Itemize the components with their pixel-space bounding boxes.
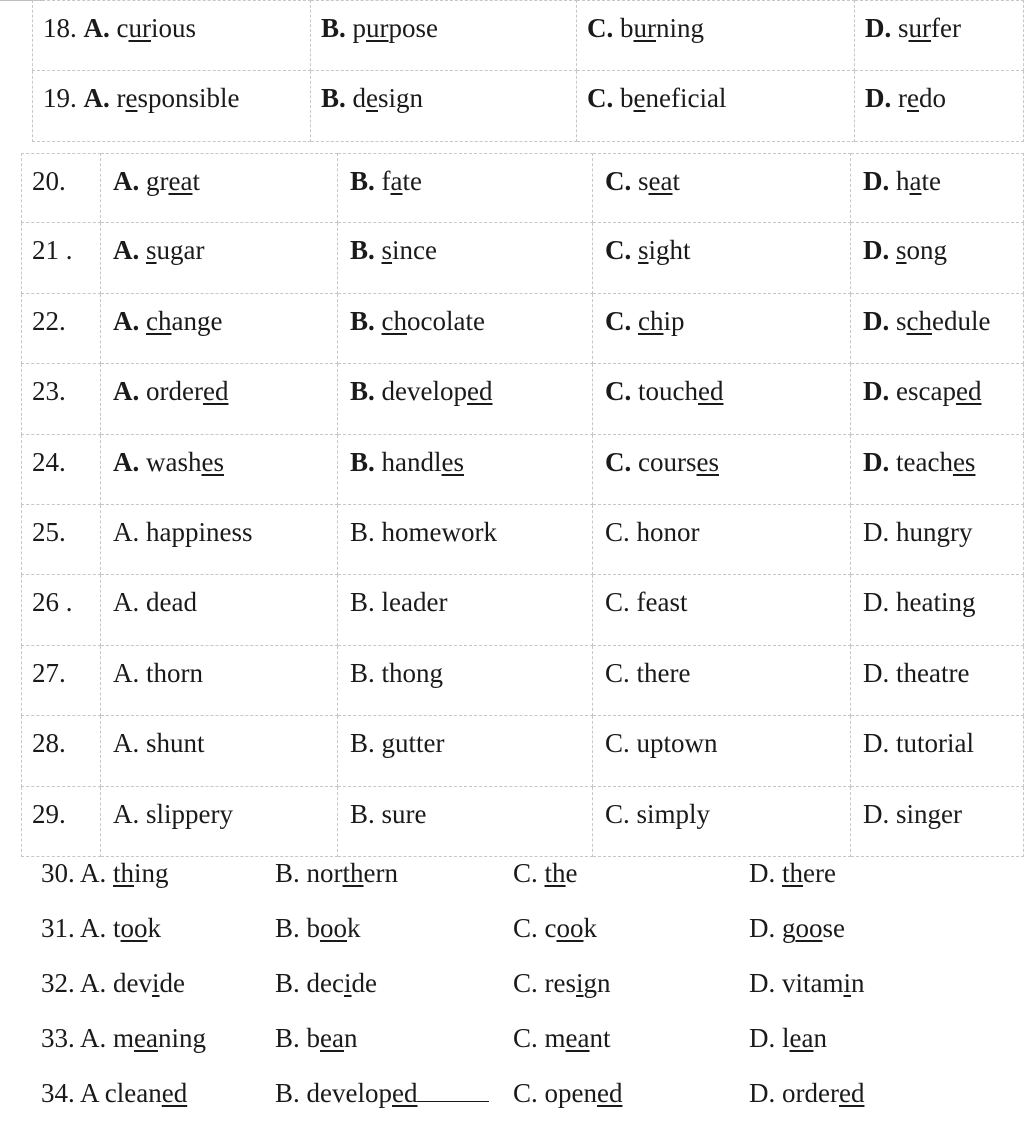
answer-cell [851, 153, 1024, 223]
option-label: D. [863, 798, 890, 829]
answer-cell [338, 787, 593, 857]
list-option [275, 1078, 489, 1109]
answer-cell [851, 787, 1024, 857]
option-label: C. [587, 83, 614, 113]
option-label: A. [113, 516, 140, 547]
option-label: D. [749, 913, 776, 943]
answer-cell [593, 716, 851, 786]
list-item [41, 913, 1024, 968]
option-label: B. [321, 83, 346, 113]
answer-cell [593, 153, 851, 223]
option-word: slippery [146, 798, 233, 829]
option-word: there [782, 858, 836, 888]
option-label: C. [605, 798, 630, 829]
option-word: schedule [896, 305, 991, 336]
question-table-20-29 [21, 153, 1024, 857]
option-label: C. [513, 1078, 538, 1108]
answer-cell [593, 435, 851, 505]
option-label: A. [113, 798, 140, 829]
list-option [41, 1023, 206, 1054]
answer-cell [593, 505, 851, 575]
option-label: A. [113, 235, 140, 266]
answer-cell [851, 223, 1024, 293]
option-word: surfer [898, 13, 961, 43]
question-number: 26 . [21, 575, 101, 645]
option-word: meant [544, 1023, 611, 1053]
answer-cell [338, 575, 593, 645]
option-word: hate [896, 166, 941, 196]
option-label: D. [749, 968, 776, 998]
answer-cell [32, 0, 311, 71]
answer-cell [101, 575, 338, 645]
answer-cell [593, 787, 851, 857]
option-label: A. [113, 728, 140, 759]
answer-cell [101, 223, 338, 293]
option-word: dead [146, 587, 197, 618]
option-label: B. [350, 516, 375, 547]
option-label: B. [350, 446, 375, 477]
option-label: A. [80, 913, 107, 943]
option-word: cleaned [104, 1078, 188, 1108]
list-option [41, 858, 169, 889]
option-label: D. [863, 728, 890, 759]
option-label: A. [113, 376, 140, 407]
option-word: change [146, 305, 223, 336]
option-label: D. [863, 587, 890, 618]
option-word: leader [381, 587, 448, 618]
answer-cell [577, 71, 855, 142]
answer-cell [338, 505, 593, 575]
list-option [749, 1023, 827, 1054]
option-label: C. [605, 166, 632, 196]
list-option [275, 913, 361, 944]
option-word: gutter [381, 728, 445, 759]
option-label: A. [113, 446, 140, 477]
answer-cell [593, 646, 851, 716]
option-label: D. [863, 305, 890, 336]
option-word: resign [544, 968, 611, 998]
option-word: sight [638, 235, 691, 266]
option-label: D. [865, 83, 892, 113]
answer-cell [851, 646, 1024, 716]
list-option [513, 968, 611, 999]
question-list-30-34 [41, 858, 1024, 1133]
option-label: B. [350, 235, 375, 266]
option-word: redo [898, 83, 946, 113]
question-table-18-19 [32, 0, 1024, 142]
option-word: singer [896, 798, 962, 829]
option-label: D. [749, 1078, 776, 1108]
option-label: C. [513, 858, 538, 888]
answer-cell [101, 716, 338, 786]
option-word: vitamin [782, 968, 865, 998]
option-label: B. [275, 858, 300, 888]
option-word: design [352, 83, 424, 113]
option-word: bean [306, 1023, 358, 1053]
answer-cell [577, 0, 855, 71]
option-word: courses [638, 446, 719, 477]
question-number: 18. [43, 13, 77, 43]
answer-cell [851, 575, 1024, 645]
option-label: C. [587, 13, 614, 43]
option-word: ordered [782, 1078, 865, 1108]
option-word: washes [146, 446, 224, 477]
option-word: thing [113, 858, 169, 888]
option-word: responsible [116, 83, 240, 113]
option-word: touched [638, 376, 724, 407]
question-number: 19. [43, 83, 77, 113]
option-label: A. [80, 858, 107, 888]
option-word: there [636, 657, 691, 688]
question-number: 25. [21, 505, 101, 575]
option-word: burning [620, 13, 705, 43]
option-word: homework [381, 516, 497, 547]
option-word: goose [782, 913, 845, 943]
option-word: decide [306, 968, 377, 998]
option-word: simply [636, 798, 711, 829]
list-item [41, 1023, 1024, 1078]
list-option [275, 1023, 357, 1054]
list-option [749, 913, 845, 944]
option-word: meaning [113, 1023, 207, 1053]
question-number: 29. [21, 787, 101, 857]
answer-blank[interactable] [417, 1079, 489, 1102]
option-word: the [544, 858, 578, 888]
option-label: A. [113, 657, 140, 688]
option-word: thorn [146, 657, 203, 688]
option-label: B. [350, 376, 375, 407]
option-word: feast [636, 587, 688, 618]
option-label: B. [350, 657, 375, 688]
answer-cell [101, 153, 338, 223]
option-label: C. [605, 587, 630, 618]
option-label: A. [80, 1023, 107, 1053]
option-label: C. [513, 1023, 538, 1053]
list-option [749, 858, 836, 889]
option-word: opened [544, 1078, 623, 1108]
option-label: B. [321, 13, 346, 43]
option-label: D. [863, 657, 890, 688]
option-label: D. [863, 235, 890, 266]
option-word: devide [113, 968, 185, 998]
answer-cell [593, 364, 851, 434]
list-option [513, 1078, 622, 1109]
answer-cell [338, 646, 593, 716]
answer-cell [101, 435, 338, 505]
option-label: A. [113, 305, 140, 336]
question-number: 22. [21, 294, 101, 364]
list-option [749, 968, 865, 999]
option-label: C. [605, 657, 630, 688]
option-label: D. [749, 1023, 776, 1053]
list-option [749, 1078, 864, 1109]
option-label: B. [275, 1078, 300, 1108]
option-word: beneficial [620, 83, 727, 113]
list-option [513, 913, 597, 944]
option-label: C. [513, 913, 538, 943]
answer-cell [855, 0, 1024, 71]
option-word: seat [638, 166, 680, 196]
option-label: D. [865, 13, 892, 43]
answer-cell [338, 435, 593, 505]
option-word: honor [636, 516, 700, 547]
question-number: 27. [21, 646, 101, 716]
option-word: purpose [352, 13, 439, 43]
list-item [41, 968, 1024, 1023]
answer-cell [101, 787, 338, 857]
option-label: C. [605, 516, 630, 547]
option-word: since [381, 235, 438, 266]
list-option [513, 1023, 611, 1054]
option-word: sure [381, 798, 427, 829]
option-word: northern [306, 858, 399, 888]
option-label: D. [863, 376, 890, 407]
answer-cell [593, 294, 851, 364]
option-word: developed [381, 376, 493, 407]
question-number: 30. [41, 858, 75, 888]
answer-cell [32, 71, 311, 142]
option-word: hungry [896, 516, 973, 547]
question-number: 33. [41, 1023, 75, 1053]
option-label: D. [863, 446, 890, 477]
answer-cell [338, 364, 593, 434]
answer-cell [851, 435, 1024, 505]
option-word: book [306, 913, 361, 943]
list-option [41, 968, 185, 999]
option-word: tutorial [896, 728, 974, 759]
option-word: chocolate [381, 305, 485, 336]
answer-cell [593, 223, 851, 293]
option-label: C. [513, 968, 538, 998]
answer-cell [101, 364, 338, 434]
option-label: C. [605, 376, 632, 407]
option-label: B. [350, 728, 375, 759]
answer-cell [338, 223, 593, 293]
option-word: took [113, 913, 162, 943]
option-word: song [896, 235, 948, 266]
option-label: B. [275, 1023, 300, 1053]
answer-cell [101, 646, 338, 716]
list-option [41, 1078, 187, 1109]
list-option [275, 858, 398, 889]
option-word: sugar [146, 235, 205, 266]
answer-cell [851, 716, 1024, 786]
answer-cell [311, 0, 577, 71]
option-label: A [80, 1078, 99, 1108]
list-option [513, 858, 578, 889]
option-label: D. [863, 166, 890, 196]
option-word: handles [381, 446, 465, 477]
question-number: 34. [41, 1078, 75, 1108]
option-label: A. [80, 968, 107, 998]
option-word: theatre [896, 657, 970, 688]
answer-cell [338, 294, 593, 364]
option-word: shunt [146, 728, 205, 759]
answer-cell [101, 505, 338, 575]
answer-cell [311, 71, 577, 142]
question-number: 20. [21, 153, 101, 223]
answer-cell [851, 364, 1024, 434]
option-word: uptown [636, 728, 718, 759]
list-option [275, 968, 377, 999]
answer-cell [338, 716, 593, 786]
option-label: B. [350, 798, 375, 829]
option-label: A. [113, 587, 140, 618]
question-number: 28. [21, 716, 101, 786]
list-item [41, 1078, 1024, 1133]
option-label: C. [605, 235, 632, 266]
list-option [41, 913, 161, 944]
option-label: A. [113, 166, 140, 196]
answer-cell [101, 294, 338, 364]
option-label: A. [83, 83, 110, 113]
option-label: B. [350, 587, 375, 618]
option-label: C. [605, 446, 632, 477]
option-word: teaches [896, 446, 976, 477]
option-word: ordered [146, 376, 229, 407]
question-number: 21 . [21, 223, 101, 293]
option-label: B. [350, 305, 375, 336]
option-label: B. [275, 913, 300, 943]
option-label: A. [83, 13, 110, 43]
option-word: fate [381, 166, 422, 196]
option-label: D. [863, 516, 890, 547]
list-item [41, 858, 1024, 913]
option-word: thong [381, 657, 444, 688]
question-number: 32. [41, 968, 75, 998]
question-number: 23. [21, 364, 101, 434]
option-label: B. [275, 968, 300, 998]
answer-cell [338, 153, 593, 223]
option-label: C. [605, 305, 632, 336]
question-number: 31. [41, 913, 75, 943]
option-word: curious [116, 13, 196, 43]
option-word: cook [544, 913, 597, 943]
answer-cell [593, 575, 851, 645]
option-word: heating [896, 587, 976, 618]
answer-cell [851, 294, 1024, 364]
answer-cell [851, 505, 1024, 575]
option-word: escaped [896, 376, 982, 407]
option-word: chip [638, 305, 685, 336]
option-word: great [146, 166, 200, 196]
option-word: developed [306, 1078, 418, 1108]
question-number: 24. [21, 435, 101, 505]
answer-cell [855, 71, 1024, 142]
option-label: C. [605, 728, 630, 759]
option-label: B. [350, 166, 375, 196]
option-word: happiness [146, 516, 253, 547]
option-label: D. [749, 858, 776, 888]
option-word: lean [782, 1023, 827, 1053]
